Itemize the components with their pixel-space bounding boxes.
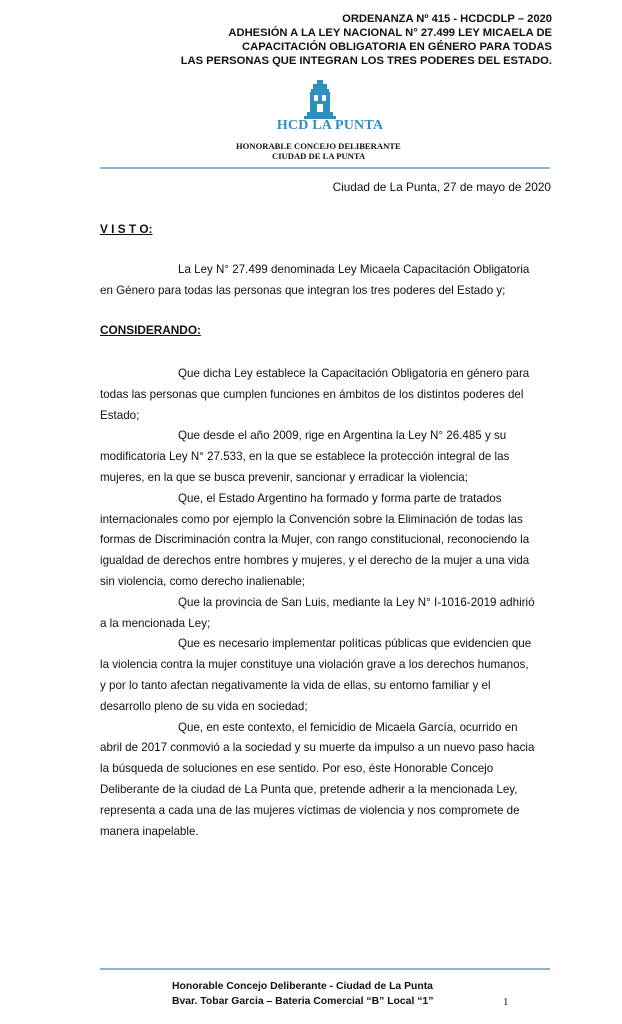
ordinance-title-line-1: ADHESIÓN A LA LEY NACIONAL N° 27.499 LEY MICAELA DE (228, 27, 552, 39)
considerando-paragraphs (100, 364, 551, 842)
considerando-line: Que dicha Ley establece la Capacitación Obligatoria en género para (178, 367, 530, 380)
considerando-line: igualdad de derechos entre hombres y mujeres, y el derecho de la mujer a una vida (100, 554, 530, 568)
visto-line-2: en Género para todas las personas que integran los tres poderes del Estado y; (100, 283, 506, 297)
visto-paragraph (100, 260, 551, 302)
visto-line-1: La Ley N° 27.499 denominada Ley Micaela Capacitación Obligatoria (178, 263, 530, 276)
hcd-logo-text: HCD LA PUNTA (276, 118, 384, 133)
document-date: Ciudad de La Punta, 27 de mayo de 2020 (332, 180, 551, 194)
footer-address: Bvar. Tobar Garcia – Bateria Comercial “B” Local “1” (172, 996, 434, 1007)
ordinance-title-line-3: LAS PERSONAS QUE INTEGRAN LOS TRES PODERES DEL ESTADO. (180, 55, 552, 67)
header-divider (100, 167, 550, 169)
considerando-line: internacionales como por ejemplo la Convención sobre la Eliminación de todas las (100, 512, 523, 526)
considerando-line: Que, en este contexto, el femicidio de Micaela García, ocurrido en (178, 720, 518, 734)
considerando-line: sin violencia, como derecho inalienable; (100, 574, 305, 588)
considerando-line: formas de Discriminación contra la Mujer, con rango constitucional, reconociendo la (100, 533, 530, 547)
considerando-line: desarrollo pleno de su vida en sociedad; (100, 699, 308, 713)
visto-heading: V I S T O: (100, 222, 153, 236)
considerando-line: manera inapelable. (100, 824, 199, 838)
institution-name: HONORABLE CONCEJO DELIBERANTE (236, 141, 401, 151)
considerando-line: Que desde el año 2009, rige en Argentina la Ley N° 26.485 y su (178, 429, 507, 443)
considerando-line: Que es necesario implementar políticas públicas que evidencien que (178, 637, 532, 651)
considerando-heading: CONSIDERANDO: (100, 323, 201, 337)
considerando-line: mujeres, en la que se busca prevenir, sancionar y erradicar la violencia; (100, 470, 468, 484)
considerando-line: Que la provincia de San Luis, mediante la Ley N° I-1016-2019 adhirió (178, 595, 535, 609)
considerando-line: representa a cada una de las mujeres víctimas de violencia y nos compromete de (100, 803, 520, 817)
considerando-line: modificatoria Ley N° 27.533, en la que se establece la protección integral de las (100, 450, 510, 464)
considerando-line: y por lo tanto afectan negativamente la vida de ellas, su entorno familiar y el (100, 678, 491, 692)
considerando-line: Estado; (100, 408, 140, 422)
considerando-line: todas las personas que cumplen funciones en ámbitos de los distintos poderes del (100, 387, 524, 401)
considerando-line: la violencia contra la mujer constituye una violación grave a los derechos humanos, (100, 658, 529, 672)
ordinance-title-line-2: CAPACITACIÓN OBLIGATORIA EN GÉNERO PARA TODAS (242, 41, 552, 53)
footer-divider (100, 968, 550, 970)
considerando-line: Deliberante de la ciudad de La Punta que, pretende adherir a la mencionada Ley, (100, 782, 518, 796)
footer-institution: Honorable Concejo Deliberante - Ciudad de La Punta (172, 981, 433, 992)
institution-city: CIUDAD DE LA PUNTA (272, 151, 366, 161)
ordinance-number: ORDENANZA Nº 415 - HCDCDLP – 2020 (342, 13, 552, 25)
considerando-line: abril de 2017 conmovió a la sociedad y su muerte da impulso a un nuevo paso hacia (100, 741, 535, 755)
considerando-line: a la mencionada Ley; (100, 616, 211, 630)
considerando-line: Que, el Estado Argentino ha formado y forma parte de tratados (178, 491, 502, 505)
page-number: 1 (503, 996, 509, 1008)
considerando-line: la búsqueda de soluciones en ese sentido. Por eso, éste Honorable Concejo (100, 762, 494, 776)
